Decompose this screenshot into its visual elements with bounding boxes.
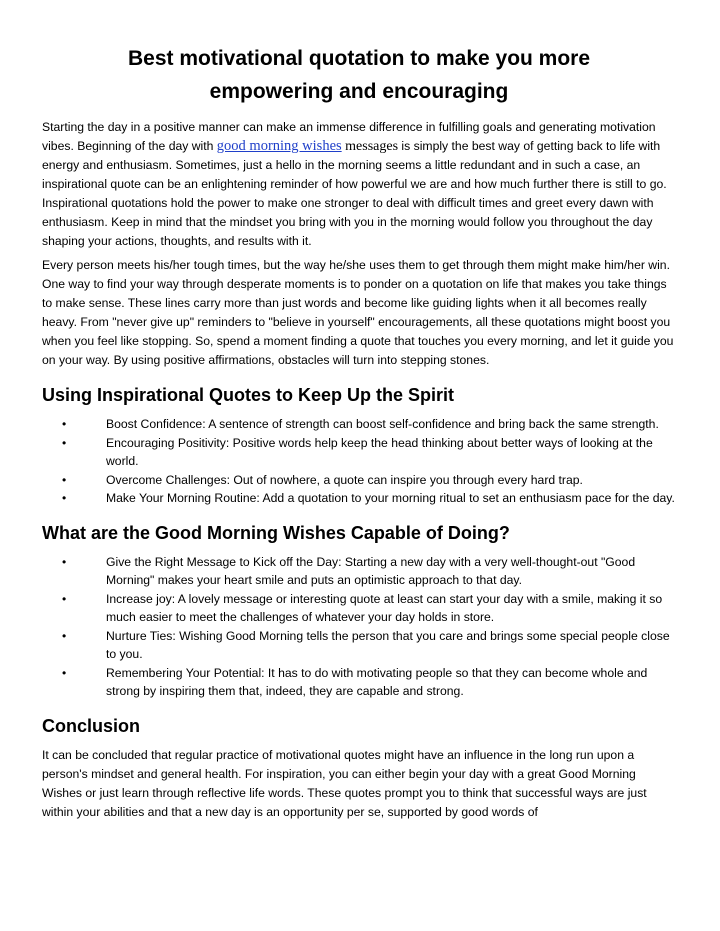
list-item-text: Remembering Your Potential: It has to do with motivating people so that they can become whole and strong by inspiring them that, indeed, they are capable and strong. [106, 665, 648, 698]
list-item [42, 664, 676, 701]
section-heading-good-morning-wishes: What are the Good Morning Wishes Capable of Doing? [42, 522, 510, 543]
bullet-icon: • [62, 591, 67, 606]
intro-paragraph [42, 118, 676, 251]
list-item [42, 434, 676, 471]
good-morning-wishes-list [42, 553, 676, 701]
list-item [42, 471, 676, 490]
page-title: Best motivational quotation to make you more empowering and encouraging [127, 47, 591, 103]
bullet-icon: • [62, 665, 67, 680]
list-item [42, 590, 676, 627]
list-item-text: Boost Confidence: A sentence of strength can boost self-confidence and bring back the same strength. [106, 417, 659, 431]
good-morning-wishes-link[interactable]: good morning wishes [216, 138, 342, 154]
intro-text-after-link: is simply the best way of getting back to life with energy and enthusiasm. Sometimes, just a hello in the morning seems a little redundant and in such a case, an inspirational quote can be an enlightening reminder of how powerful we are and how much further there is still to go. Inspirational quotations hold the power to make one stronger to deal with difficult times and greet every dawn with enthusiasm. Keep in mind that the mindset you bring with you in the morning would follow you throughout the day shaping your actions, thoughts, and results with it. [42, 139, 667, 248]
list-item-text: Encouraging Positivity: Positive words help keep the head thinking about better ways of looking at the world. [106, 435, 653, 468]
list-item-text: Give the Right Message to Kick off the Day: Starting a new day with a very well-thought-out "Good Morning" makes your heart smile and puts an optimistic approach to that day. [106, 554, 636, 587]
list-item-text: Overcome Challenges: Out of nowhere, a quote can inspire you through every hard trap. [106, 472, 583, 487]
list-item-text: Nurture Ties: Wishing Good Morning tells the person that you care and brings some special people close to you. [106, 628, 670, 661]
bullet-icon: • [62, 491, 67, 505]
inspirational-quotes-list [42, 415, 676, 508]
list-item [42, 415, 676, 434]
bullet-icon: • [62, 417, 67, 431]
section-heading-inspirational-quotes: Using Inspirational Quotes to Keep Up the Spirit [42, 385, 455, 405]
section-heading-conclusion: Conclusion [42, 715, 140, 736]
intro-text-before-link: Starting the day in a positive manner can make an immense difference in fulfilling goals and generating motivation vibes. Beginning of the day with [42, 120, 656, 153]
bullet-icon: • [62, 472, 67, 487]
list-item-text: Make Your Morning Routine: Add a quotation to your morning ritual to set an enthusiasm pace for the day. [106, 491, 675, 505]
bullet-icon: • [62, 435, 67, 450]
bullet-icon: • [62, 628, 67, 643]
list-item-text: Increase joy: A lovely message or interesting quote at least can start your day with a smile, making it so much easier to meet the challenges of whatever your day holds in store. [106, 591, 663, 624]
list-item [42, 489, 676, 508]
intro-text-messages: messages [341, 139, 399, 154]
bullet-icon: • [62, 554, 67, 569]
conclusion-paragraph: It can be concluded that regular practice of motivational quotes might have an influence in the long run upon a person's mindset and general health. For inspiration, you can either begin your day with a great Good Morning Wishes or just learn through reflective life words. These quotes prompt you to think that successful ways are just within your abilities and that a new day is an opportunity per se, supported by good words of [42, 747, 647, 819]
list-item [42, 627, 676, 664]
list-item [42, 553, 676, 590]
second-paragraph: Every person meets his/her tough times, but the way he/she uses them to get through them might make him/her win. One way to find your way through desperate moments is to ponder on a quotation on life that makes you take things to make sense. These lines carry more than just words and become like guiding lights when it all becomes really heavy. From "never give up" reminders to "believe in yourself" encouragements, all these quotations might boost you when you feel like stopping. So, spend a moment finding a quote that touches you every morning, and let it guide you on your way. By using positive affirmations, obstacles will turn into stepping stones. [42, 258, 674, 367]
